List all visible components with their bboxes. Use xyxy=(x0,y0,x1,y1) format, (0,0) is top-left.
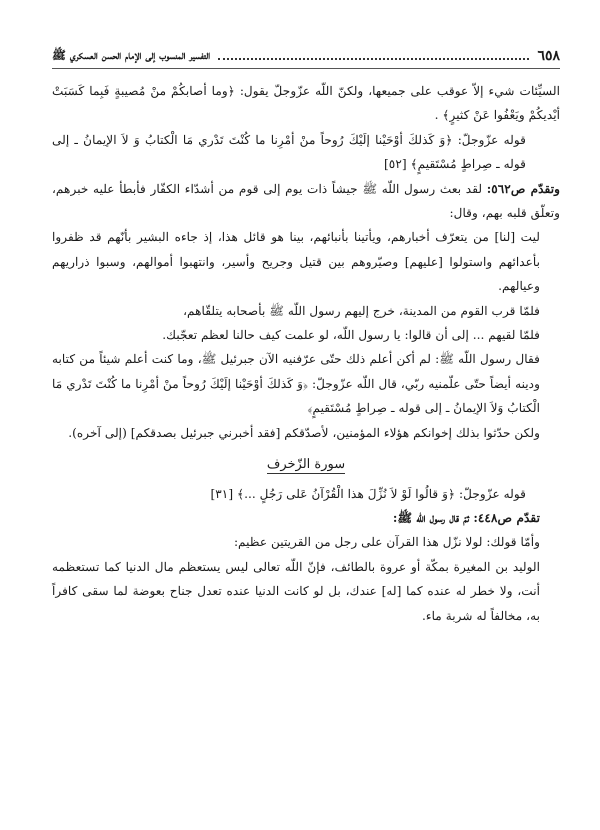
text-paragraph-2 xyxy=(52,177,560,226)
cross-reference: وتقدّم ص٥٦٢: xyxy=(486,181,560,196)
running-header xyxy=(52,44,560,69)
text-paragraph-9: وأمّا قولك: لولا نزّل هذا القرآن على رجل من القريتين عظيم: xyxy=(233,535,540,550)
text-paragraph-4: فلمّا قرب القوم من المدينة، خرج إليهم رسول اللّه ﷺ بأصحابه يتلقّاهم، xyxy=(183,303,540,318)
text-paragraph-7: ولكن حدّثوا بذلك إخوانكم هؤلاء المؤمنين، لأصدّقكم [فقد أخبرني جبرئيل بصدقكم] (إلى آخره). xyxy=(68,425,540,440)
surah-title xyxy=(52,453,560,477)
paragraph-text: لقد بعث رسول اللّه ﷺ جيشاً ذات يوم إلى قوم من أشدّاء الكفّار فأبطأ عليه خبرهم، وتعلّق قلبه بهم، وقال: xyxy=(52,181,560,221)
quran-verse-heading xyxy=(52,128,560,177)
text-paragraph-10: الوليد بن المغيرة بمكّة أو عروة بالطائف، فإنّ اللّه تعالى ليس يستعظم مال الدنيا كما تستعظمه أنت، ولا خطر له عنده كما [له] عندك، بل لو كانت الدنيا عنده تعدل جناح بعوضة لما سقى كافراً به، مخالفاً له شربة ماء. xyxy=(52,559,540,623)
verse-text: قوله عزّوجلّ: ﴿وَ كَذلكَ أوْحَيْنا إلَيْكَ رُوحاً منْ أمْرِنا ما كُنْتَ تَدْري مَا الْكتابُ وَ لاَ الإيمانُ ـ إلى قوله ـ صِراطٍ مُسْتَقيمٍ﴾ [٥٢] xyxy=(52,132,526,172)
surah-title-text: سورة الزّخرف xyxy=(266,457,346,473)
paragraph-text-bold: ثمّ قال رسول اللّه ﷺ: xyxy=(392,510,474,525)
page-body xyxy=(52,79,560,628)
header-title: التفسير المنسوب إلى الإمام الحسن العسكري ﷺ xyxy=(52,47,211,62)
text-paragraph-8 xyxy=(52,506,560,530)
book-page xyxy=(52,44,560,804)
text-paragraph-5: فلمّا لقيهم ... إلى أن قالوا: يا رسول اللّه، لو علمت كيف حالنا لعظم تعجّبك. xyxy=(162,328,540,343)
text-paragraph-6: فقال رسول اللّه ﷺ: لم أكن أعلم ذلك حتّى عرّفنيه الآن جبرئيل ﷺ، وما كنت أعلم شيئاً من كتابه ودينه أيضاً حتّى علّمنيه ربّي، قال اللّه عزّوجلّ: ﴿وَ كَذلكَ أوْحَيْنا إلَيْكَ رُوحاً منْ أمْرِنا ما كُنْتَ تَدْري مَا الْكتابُ وَلاَ الإيمانُ ـ إلى قوله ـ صِراطٍ مُسْتَقيمٍ﴾ xyxy=(52,352,540,416)
quran-verse-heading-2 xyxy=(52,482,560,506)
cross-reference-2: تقدّم ص٤٤٨: xyxy=(473,510,540,525)
text-paragraph-3: ليت [لنا] من يتعرّف أخبارهم، ويأتينا بأنبائهم، بينا هو قائل هذا، إذ جاءه البشير بأنّهم قد ظفروا بأعدائهم واستولوا [عليهم] وصيّروهم بين قتيل وجريح وأسير، وانتهبوا أموالهم، وسبوا ذراريهم وعيالهم. xyxy=(52,230,540,294)
verse-text-2: قوله عزّوجلّ: ﴿وَ قالُوا لَوْ لاَ نُزِّلَ هذا الْقُرْآنُ عَلى رَجُلٍ ...﴾ [٣١] xyxy=(210,486,526,501)
page-number: ٦٥٨ xyxy=(537,48,560,64)
text-paragraph-1: السيِّئات شيء إلاّ عوقب على جميعها، ولكنّ اللّه عزّوجلّ يقول: ﴿وما أصابكُمْ منْ مُصيبةٍ فَبِما كَسَبَتْ أيْديكُمْ ويَعْفُوا عَنْ كثيرٍ﴾ . xyxy=(52,84,560,123)
header-dots xyxy=(218,52,529,60)
